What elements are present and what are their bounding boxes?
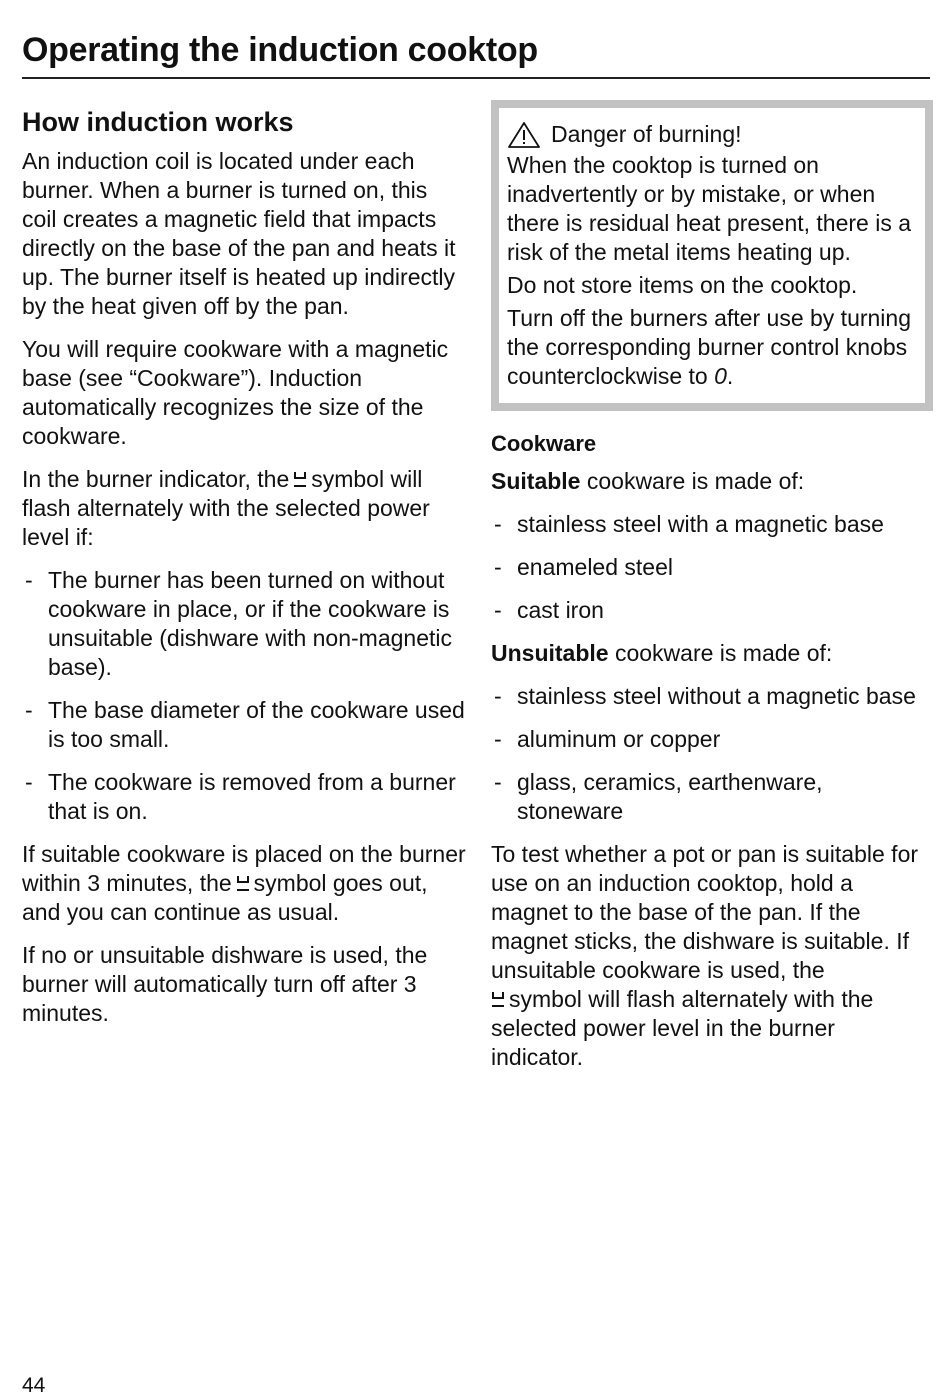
unsuitable-intro-text: cookware is made of: [614, 640, 833, 666]
page-title: Operating the induction cooktop [22, 31, 538, 69]
no-cookware-symbol-icon [236, 875, 250, 893]
warning-turn-off-text: Turn off the burners after use by turning the corresponding burner control knobs counterclockwise to [507, 305, 912, 389]
warning-title: Danger of burning! [551, 121, 742, 147]
auto-turn-off-paragraph: If no or unsuitable dishware is used, the burner will automatically turn off after 3 minutes. [22, 942, 428, 1026]
list-item: - enameled steel [491, 553, 933, 582]
suitable-cookware-text-start: If suitable cookware is placed on the burner within 3 minutes, the [22, 841, 466, 896]
warning-box [491, 100, 933, 411]
suitable-label: Suitable [491, 468, 581, 494]
list-item: - The base diameter of the cookware used is too small. [22, 696, 467, 754]
page-number: 44 [22, 1374, 46, 1397]
flash-conditions-list [22, 566, 467, 826]
cookware-requirement-paragraph: You will require cookware with a magnetic base (see “Cookware”). Induction automatically recognizes the size of the cookware. [22, 336, 449, 449]
warning-header [507, 120, 915, 149]
no-cookware-symbol-icon [491, 991, 505, 1009]
warning-triangle-icon [507, 121, 541, 149]
unsuitable-intro [491, 639, 933, 668]
list-item: - The cookware is removed from a burner that is on. [22, 768, 467, 826]
warning-turn-off-paragraph [507, 304, 915, 391]
warning-storage-paragraph: Do not store items on the cooktop. [507, 272, 858, 298]
section-heading-how-induction-works: How induction works [22, 107, 294, 137]
magnet-test-paragraph [491, 840, 933, 1072]
suitable-cookware-placed-paragraph [22, 840, 467, 927]
list-item: - stainless steel without a magnetic base [491, 682, 933, 711]
list-item: - cast iron [491, 596, 933, 625]
zero-setting: 0 [714, 363, 727, 389]
burner-indicator-text-end: symbol will flash alternately with the selected power level if: [22, 466, 430, 550]
unsuitable-cookware-list [491, 682, 933, 826]
suitable-cookware-text-end: symbol goes out, and you can continue as usual. [22, 870, 428, 925]
burner-indicator-paragraph [22, 465, 467, 552]
list-item: - glass, ceramics, earthenware, stoneware [491, 768, 933, 826]
list-item: - The burner has been turned on without cookware in place, or if the cookware is unsuitable (dishware with non-magnetic base). [22, 566, 467, 682]
list-item: - aluminum or copper [491, 725, 933, 754]
suitable-intro [491, 467, 933, 496]
suitable-intro-text: cookware is made of: [586, 468, 805, 494]
right-column [491, 100, 933, 1086]
left-column [22, 104, 467, 1042]
magnet-test-text-end: symbol will flash alternately with the selected power level in the burner indicator. [491, 986, 874, 1070]
warning-turn-off-end: . [726, 363, 734, 389]
cookware-heading: Cookware [491, 431, 597, 456]
intro-paragraph: An induction coil is located under each burner. When a burner is turned on, this coil creates a magnetic field that impacts directly on the base of the pan and heats it up. The burner itself is heated up indirectly by the heat given off by the pan. [22, 148, 456, 319]
warning-risk-paragraph: When the cooktop is turned on inadvertently or by mistake, or when there is residual heat present, there is a risk of the metal items heating up. [507, 152, 912, 265]
suitable-cookware-list [491, 510, 933, 625]
unsuitable-label: Unsuitable [491, 640, 609, 666]
no-cookware-symbol-icon [293, 471, 307, 489]
list-item: - stainless steel with a magnetic base [491, 510, 933, 539]
magnet-test-text: To test whether a pot or pan is suitable for use on an induction cooktop, hold a magnet to the base of the pan. If the magnet sticks, the dishware is suitable. If unsuitable cookware is used, the [491, 841, 919, 983]
title-rule [22, 77, 930, 79]
burner-indicator-text-start: In the burner indicator, the [22, 466, 290, 492]
